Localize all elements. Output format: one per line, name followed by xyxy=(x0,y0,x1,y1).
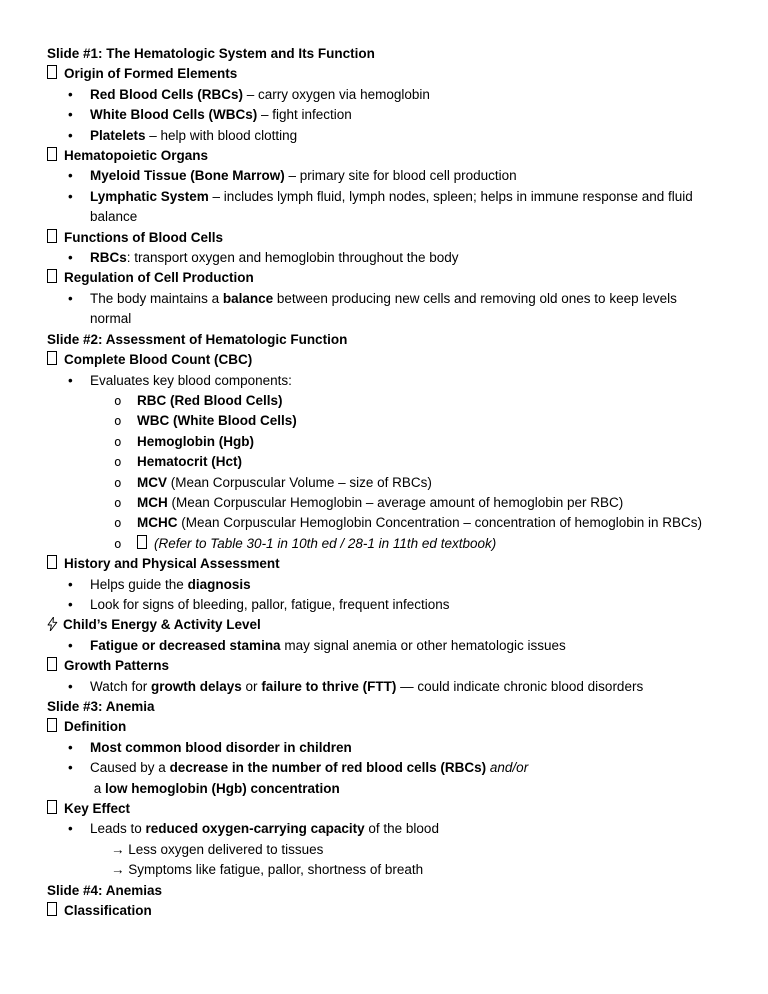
heading-line xyxy=(47,881,721,901)
text-segment: Lymphatic System xyxy=(90,188,209,204)
sub-bullet-marker: o xyxy=(114,515,122,531)
heading-line xyxy=(47,697,721,717)
text-segment: Myeloid Tissue (Bone Marrow) xyxy=(90,168,285,184)
text-segment: Slide #2: Assessment of Hematologic Function xyxy=(47,331,348,347)
text-segment: Hematocrit (Hct) xyxy=(137,454,243,470)
heading-line xyxy=(47,64,721,84)
text-segment: Slide #3: Anemia xyxy=(47,699,155,714)
missing-glyph-icon xyxy=(47,902,57,916)
text-segment: – includes lymph fluid, lymph nodes, spleen; helps in immune response and fluid balance xyxy=(90,188,693,225)
missing-glyph-icon xyxy=(47,229,57,243)
text-segment: Caused by a xyxy=(90,760,170,776)
list-item xyxy=(68,289,721,330)
list-item xyxy=(68,166,721,186)
text-segment: — could indicate chronic blood disorders xyxy=(396,678,644,694)
text-segment: of the blood xyxy=(364,821,439,837)
text-segment: diagnosis xyxy=(187,576,251,592)
bullet-marker: • xyxy=(68,739,73,755)
text-segment: WBC (White Blood Cells) xyxy=(137,413,297,429)
text-segment: Evaluates key blood components: xyxy=(90,372,292,388)
text-segment: MCH xyxy=(137,494,168,510)
list-item xyxy=(114,411,721,431)
text-segment: growth delays xyxy=(151,678,242,694)
heading-line xyxy=(47,656,721,676)
text-segment: Complete Blood Count (CBC) xyxy=(64,352,253,368)
bullet-marker: • xyxy=(68,821,73,837)
bullet-marker: • xyxy=(68,188,73,204)
text-segment: may signal anemia or other hematologic issues xyxy=(280,637,566,653)
missing-glyph-icon xyxy=(47,718,57,732)
sub-bullet-marker: o xyxy=(114,474,122,490)
missing-glyph-icon xyxy=(47,65,57,79)
missing-glyph-icon xyxy=(47,147,57,161)
list-item xyxy=(68,738,721,758)
missing-glyph-icon xyxy=(47,657,57,671)
list-item xyxy=(114,391,721,411)
text-segment: : transport oxygen and hemoglobin throughout the body xyxy=(126,250,459,266)
heading-line xyxy=(47,717,721,737)
text-segment: MCV xyxy=(137,474,167,490)
text-segment: MCHC xyxy=(137,515,178,531)
text-segment: Child’s Energy & Activity Level xyxy=(63,617,261,633)
list-item xyxy=(68,595,721,615)
bullet-marker: • xyxy=(68,250,73,266)
text-segment: failure to thrive (FTT) xyxy=(261,678,397,694)
heading-line xyxy=(47,146,721,166)
text-segment: Slide #4: Anemias xyxy=(47,882,163,898)
text-segment: Growth Patterns xyxy=(64,658,170,674)
sub-bullet-marker: o xyxy=(114,494,122,510)
list-item xyxy=(68,819,721,839)
text-segment: a xyxy=(90,780,106,796)
text-segment: (Mean Corpuscular Volume – size of RBCs) xyxy=(167,474,432,490)
bullet-marker: • xyxy=(68,576,73,592)
list-item xyxy=(114,473,721,493)
text-segment: balance xyxy=(222,290,274,306)
sub-bullet-marker: o xyxy=(114,392,122,408)
text-segment: – fight infection xyxy=(257,107,352,123)
list-item xyxy=(68,187,721,228)
text-line xyxy=(111,840,721,860)
list-item xyxy=(68,126,721,146)
list-item xyxy=(68,758,721,799)
heading-line xyxy=(47,330,721,350)
missing-glyph-icon xyxy=(137,535,147,549)
heading-line xyxy=(47,799,721,819)
list-item xyxy=(114,493,721,513)
text-segment: History and Physical Assessment xyxy=(64,556,280,572)
text-segment: reduced oxygen-carrying capacity xyxy=(145,821,365,837)
text-line xyxy=(111,860,721,880)
heading-line xyxy=(47,228,721,248)
text-segment: → Symptoms like fatigue, pallor, shortness of breath xyxy=(111,862,424,878)
bullet-marker: • xyxy=(68,760,73,776)
text-segment: decrease in the number of red blood cells (RBCs) xyxy=(169,760,487,776)
heading-line xyxy=(47,901,721,921)
text-segment: Red Blood Cells (RBCs) xyxy=(90,86,244,102)
list-item xyxy=(114,452,721,472)
text-segment: Classification xyxy=(64,903,152,919)
text-segment: low hemoglobin (Hgb) concentration xyxy=(105,780,340,796)
text-segment: Functions of Blood Cells xyxy=(64,229,223,245)
sub-bullet-marker: o xyxy=(114,535,122,551)
bullet-marker: • xyxy=(68,127,73,143)
text-segment: Definition xyxy=(64,719,127,735)
sub-bullet-marker: o xyxy=(114,433,122,449)
text-segment: Helps guide the xyxy=(90,576,188,592)
text-segment: Leads to xyxy=(90,821,146,837)
document-body xyxy=(47,44,721,921)
list-item xyxy=(68,636,721,656)
bullet-marker: • xyxy=(68,596,73,612)
text-segment: and/or xyxy=(489,760,529,776)
text-segment: Platelets xyxy=(90,127,146,143)
list-item xyxy=(114,534,721,554)
heading-line xyxy=(47,615,721,635)
bullet-marker: • xyxy=(68,290,73,306)
bullet-marker: • xyxy=(68,168,73,184)
text-segment: – carry oxygen via hemoglobin xyxy=(243,86,430,102)
bullet-marker: • xyxy=(68,86,73,102)
text-segment: Look for signs of bleeding, pallor, fatigue, frequent infections xyxy=(90,596,450,612)
text-segment: or xyxy=(241,678,262,694)
text-segment: Origin of Formed Elements xyxy=(64,66,238,82)
text-segment: The body maintains a xyxy=(90,290,223,306)
list-item xyxy=(114,513,721,533)
heading-line xyxy=(47,554,721,574)
text-segment: Hemoglobin (Hgb) xyxy=(137,433,254,449)
text-segment: between producing new cells and removing old ones to keep levels normal xyxy=(90,290,677,327)
list-item xyxy=(68,371,721,391)
text-segment: RBCs xyxy=(90,250,127,266)
text-segment: – primary site for blood cell production xyxy=(284,168,517,184)
text-segment: RBC (Red Blood Cells) xyxy=(137,392,283,408)
missing-glyph-icon xyxy=(47,800,57,814)
text-segment: → Less oxygen delivered to tissues xyxy=(111,841,324,857)
bullet-marker: • xyxy=(68,637,73,653)
text-segment: Watch for xyxy=(90,678,152,694)
heading-line xyxy=(47,268,721,288)
missing-glyph-icon xyxy=(47,351,57,365)
missing-glyph-icon xyxy=(47,269,57,283)
text-segment: (Mean Corpuscular Hemoglobin Concentration – concentration of hemoglobin in RBCs) xyxy=(177,515,703,531)
text-segment: Most common blood disorder in children xyxy=(90,739,352,755)
text-segment: (Mean Corpuscular Hemoglobin – average amount of hemoglobin per RBC) xyxy=(167,494,624,510)
missing-glyph-icon xyxy=(47,555,57,569)
list-item xyxy=(68,105,721,125)
list-item xyxy=(114,432,721,452)
bullet-marker: • xyxy=(68,107,73,123)
text-segment: Slide #1: The Hematologic System and Its Function xyxy=(47,46,375,61)
heading-line xyxy=(47,350,721,370)
text-segment: Regulation of Cell Production xyxy=(64,270,254,286)
list-item xyxy=(68,677,721,697)
list-item xyxy=(68,248,721,268)
heading-line xyxy=(47,44,721,64)
list-item xyxy=(68,85,721,105)
text-segment: Hematopoietic Organs xyxy=(64,148,209,164)
bullet-marker: • xyxy=(68,678,73,694)
text-segment: (Refer to Table 30-1 in 10th ed / 28-1 in 11th ed textbook) xyxy=(154,535,497,551)
sub-bullet-marker: o xyxy=(114,454,122,470)
list-item xyxy=(68,575,721,595)
text-segment: – help with blood clotting xyxy=(145,127,298,143)
bullet-marker: • xyxy=(68,372,73,388)
lightning-icon xyxy=(47,617,58,631)
text-segment: Fatigue or decreased stamina xyxy=(90,637,281,653)
text-segment: Key Effect xyxy=(64,801,131,817)
text-segment: White Blood Cells (WBCs) xyxy=(90,107,258,123)
sub-bullet-marker: o xyxy=(114,413,122,429)
